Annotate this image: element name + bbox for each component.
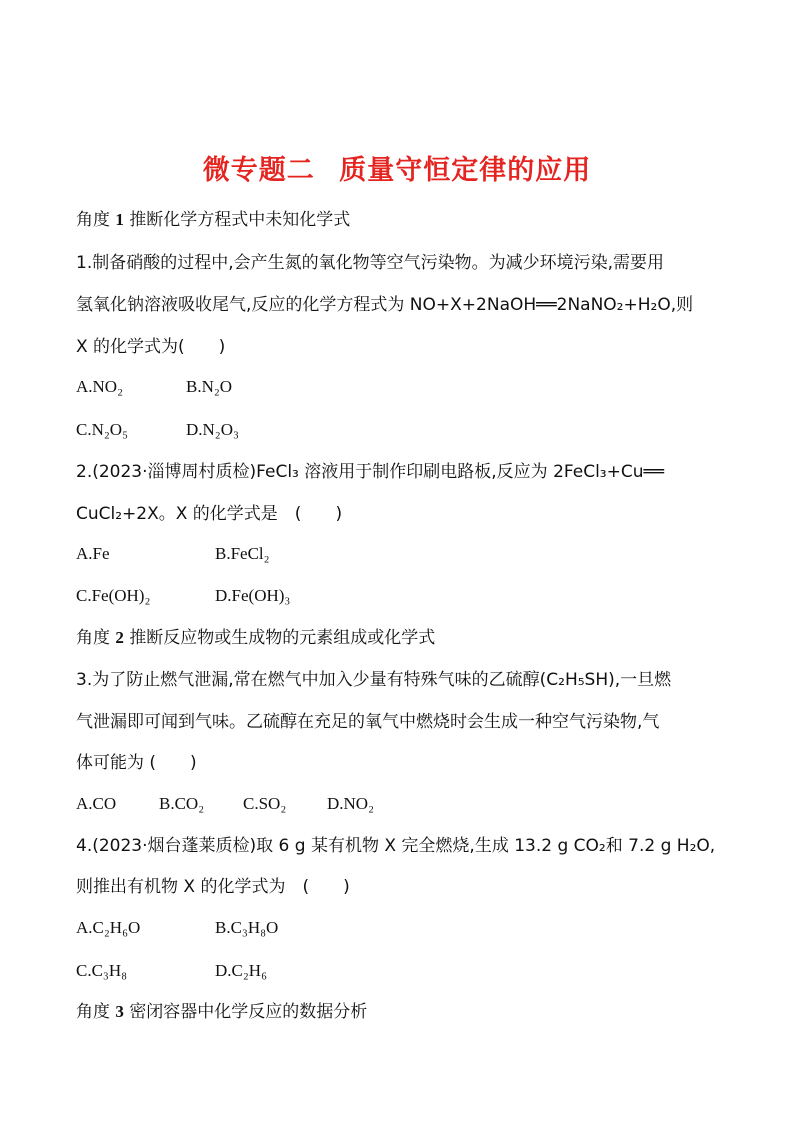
q1-option-a: A.NO₂ xyxy=(76,377,124,396)
q4-option-d: D.C₂H₆ xyxy=(215,961,267,980)
section-heading-1 xyxy=(76,206,724,234)
q4-option-a: A.C₂H₆O xyxy=(76,918,141,937)
q1-line-3: X 的化学式为( ) xyxy=(76,337,226,357)
section-label: 角度 xyxy=(76,1002,110,1022)
q3-line-2: 气泄漏即可闻到气味。乙硫醇在充足的氧气中燃烧时会生成一种空气污染物,气 xyxy=(76,712,660,732)
q2-option-a: A.Fe xyxy=(76,544,110,563)
q3-line-1: 3.为了防止燃气泄漏,常在燃气中加入少量有特殊气味的乙硫醇(C₂H₅SH),一旦燃 xyxy=(76,670,672,690)
q3-option-c: C.SO₂ xyxy=(243,794,287,813)
q1-option-d: D.N₂O₃ xyxy=(186,420,239,439)
q3-line-3: 体可能为 ( ) xyxy=(76,753,197,773)
q2-option-d: D.Fe(OH)₃ xyxy=(215,586,291,605)
q2-line-2: CuCl₂+2X。X 的化学式是 ( ) xyxy=(76,504,343,524)
q2-line-1: 2.(2023·淄博周村质检)FeCl₃ 溶液用于制作印刷电路板,反应为 2FeCl₃+Cu══ xyxy=(76,462,664,482)
section-text: 推断反应物或生成物的元素组成或化学式 xyxy=(129,628,436,648)
q1-line-1: 1.制备硝酸的过程中,会产生氮的氧化物等空气污染物。为减少环境污染,需要用 xyxy=(76,253,665,273)
q2-option-c: C.Fe(OH)₂ xyxy=(76,586,151,605)
page-title: 微专题二 质量守恒定律的应用 xyxy=(202,155,592,186)
section-number: 3 xyxy=(115,1002,124,1021)
q4-option-b: B.C₃H₈O xyxy=(215,918,279,937)
q3-option-a: A.CO xyxy=(76,794,117,813)
q4-line-1: 4.(2023·烟台蓬莱质检)取 6 g 某有机物 X 完全燃烧,生成 13.2 g CO₂和 7.2 g H₂O, xyxy=(76,836,716,856)
q1-option-b: B.N₂O xyxy=(186,377,233,396)
section-number: 1 xyxy=(115,210,124,229)
section-text: 密闭容器中化学反应的数据分析 xyxy=(129,1002,368,1022)
q3-option-d: D.NO₂ xyxy=(327,794,375,813)
section-label: 角度 xyxy=(76,628,110,648)
q4-option-c: C.C₃H₈ xyxy=(76,961,128,980)
section-text: 推断化学方程式中未知化学式 xyxy=(129,210,351,230)
q3-option-b: B.CO₂ xyxy=(159,794,205,813)
section-number: 2 xyxy=(115,628,124,647)
q1-line-2: 氢氧化钠溶液吸收尾气,反应的化学方程式为 NO+X+2NaOH══2NaNO₂+H₂O,则 xyxy=(76,295,694,315)
q2-option-b: B.FeCl₂ xyxy=(215,544,270,563)
q1-option-c: C.N₂O₅ xyxy=(76,420,128,439)
section-label: 角度 xyxy=(76,210,110,230)
section-heading-2 xyxy=(76,624,724,652)
section-heading-3 xyxy=(76,998,724,1026)
q4-line-2: 则推出有机物 X 的化学式为 ( ) xyxy=(76,877,350,897)
